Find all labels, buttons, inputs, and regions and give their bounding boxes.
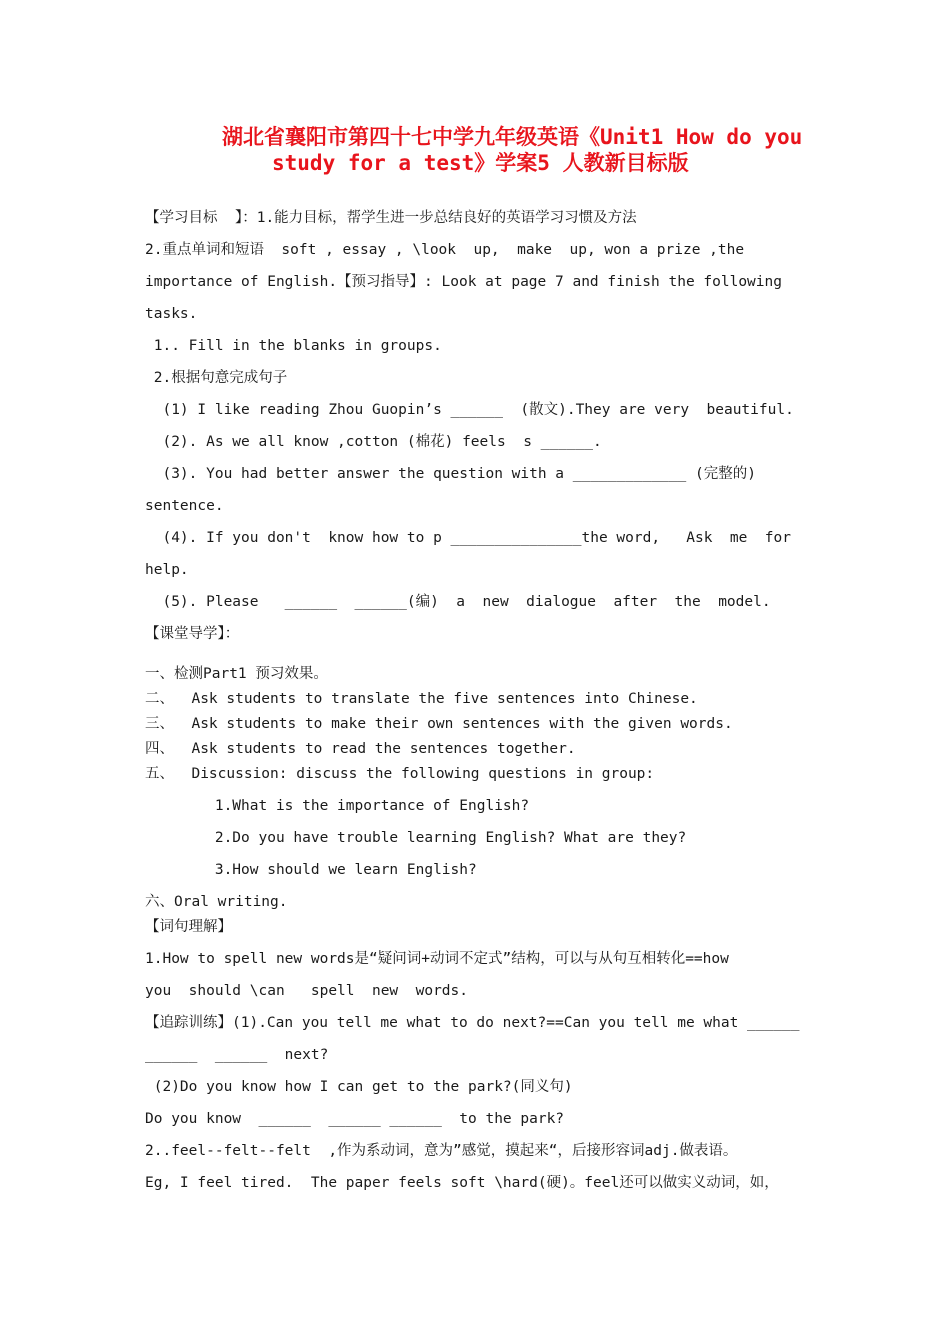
document-title-line-2: study for a test》学案5 人教新目标版 xyxy=(272,151,689,175)
text-line: importance of English.【预习指导】: Look at page 7 and finish the following xyxy=(145,274,782,290)
text-line: (2). As we all know ,cotton (棉花) feels s ______. xyxy=(145,434,602,450)
text-line: tasks. xyxy=(145,306,198,322)
text-line: 六、Oral writing. xyxy=(145,894,288,910)
text-line: 【词句理解】 xyxy=(145,919,232,935)
text-line: 【学习目标 】：1.能力目标，帮学生进一步总结良好的英语学习习惯及方法 xyxy=(145,210,637,226)
text-line: (2)Do you know how I can get to the park?(同义句) xyxy=(145,1079,573,1095)
text-line: 【课堂导学】： xyxy=(145,626,240,642)
text-line: (4). If you don't know how to p _______________the word, Ask me for xyxy=(145,530,792,546)
text-line: sentence. xyxy=(145,498,224,514)
text-line: 3.How should we learn English? xyxy=(145,862,477,878)
text-line: (3). You had better answer the question with a _____________ (完整的) xyxy=(145,466,756,482)
text-line: 1.. Fill in the blanks in groups. xyxy=(145,338,442,354)
text-line: help. xyxy=(145,562,189,578)
text-line: 四、 Ask students to read the sentences together. xyxy=(145,741,576,757)
text-line: Do you know ______ ______ ______ to the park? xyxy=(145,1111,565,1127)
text-line: 1.How to spell new words是“疑问词+动词不定式”结构，可以与从句互相转化==how xyxy=(145,951,729,967)
text-line: ______ ______ next? xyxy=(145,1047,329,1063)
text-line: 2.根据句意完成句子 xyxy=(145,370,288,386)
text-line: (5). Please ______ ______(编) a new dialogue after the model. xyxy=(145,594,771,610)
text-line: Eg, I feel tired. The paper feels soft \hard(硬)。feel还可以做实义动词，如， xyxy=(145,1175,779,1191)
text-line: 2..feel--felt--felt ,作为系动词，意为”感觉，摸起来“，后接形容词adj.做表语。 xyxy=(145,1143,738,1159)
text-line: 【追踪训练】(1).Can you tell me what to do next?==Can you tell me what ______ xyxy=(145,1015,800,1031)
text-line: 五、 Discussion: discuss the following questions in group: xyxy=(145,766,655,782)
text-line: 二、 Ask students to translate the five sentences into Chinese. xyxy=(145,691,698,707)
text-line: 2.Do you have trouble learning English? What are they? xyxy=(145,830,687,846)
text-line: 三、 Ask students to make their own sentences with the given words. xyxy=(145,716,733,732)
document-title-line-1: 湖北省襄阳市第四十七中学九年级英语《Unit1 How do you xyxy=(222,125,803,149)
text-line: (1) I like reading Zhou Guopin’s ______ (散文).They are very beautiful. xyxy=(145,402,794,418)
text-line: 1.What is the importance of English? xyxy=(145,798,530,814)
text-line: 一、检测Part1 预习效果。 xyxy=(145,666,328,682)
text-line: you should \can spell new words. xyxy=(145,983,469,999)
text-line: 2.重点单词和短语 soft , essay , \look up, make up, won a prize ,the xyxy=(145,242,745,258)
